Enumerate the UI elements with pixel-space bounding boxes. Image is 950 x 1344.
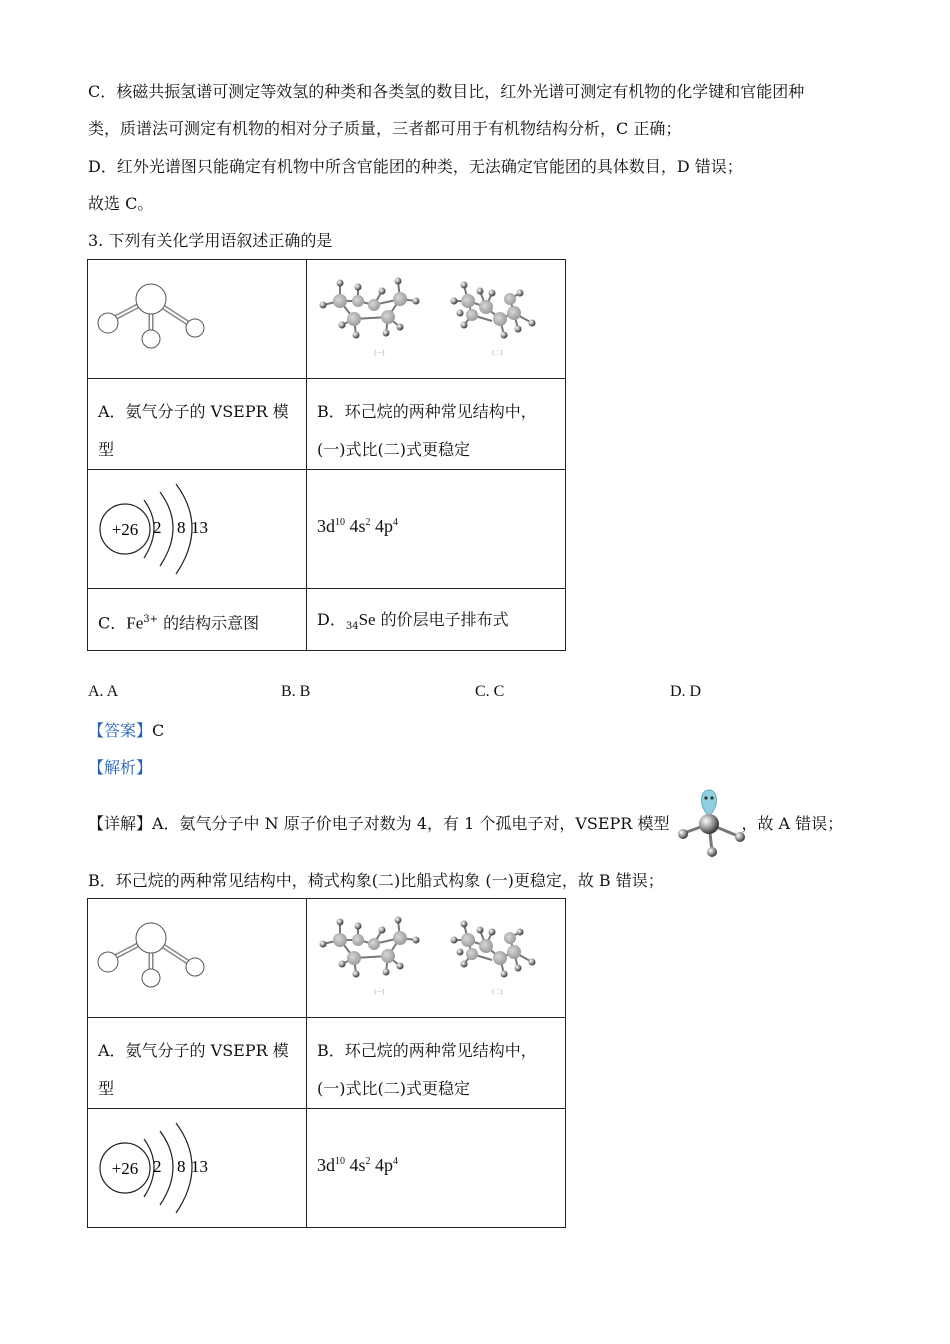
explain-b-line: B．环己烷的两种常见结构中，椅式构象(二)比船式构象 (一)更稳定，故 B 错误； [88,871,664,890]
fe-ion-structure-diagram [88,470,306,584]
cell-a-image [88,899,307,1018]
cyclohexane-structures [307,899,565,1013]
question-stem: 3. 下列有关化学用语叙述正确的是 [88,231,333,250]
a-caption-line2: 型 [98,1079,115,1098]
shell-2: 8 [177,518,186,537]
label-two: (二) [492,350,503,357]
b-caption-line1: B．环己烷的两种常见结构中， [317,402,537,421]
shell-3: 13 [191,1157,208,1176]
ammonia-vsepr-model [88,260,306,374]
cell-b-caption [307,1018,566,1109]
a-caption-line1: A．氨气分子的 VSEPR 模 [98,1041,289,1060]
ammonia-vsepr-model [88,899,306,1013]
option-a[interactable]: A. A [88,683,119,700]
paragraph-c-line2: 类，质谱法可测定有机物的相对分子质量，三者都可用于有机物结构分析，C 正确； [88,119,682,138]
shell-1: 2 [153,1157,162,1176]
option-c[interactable]: C. C [475,683,505,700]
se-configuration: $3d^{10}$ $4s^2$ $4p^4$ [317,516,399,536]
paragraph-c-line1: C．核磁共振氢谱可测定等效氢的种类和各类氢的数目比，红外光谱可测定有机物的化学键和官能团种 [88,82,805,101]
boat-conformation-model [320,278,420,339]
question-table [87,259,566,651]
explain-a-suffix: ，故 A 错误； [741,814,844,833]
boat-conformation-model [320,917,420,978]
label-two: (二) [492,989,503,996]
chair-conformation-model [451,921,536,978]
option-b[interactable]: B. B [281,683,311,700]
cell-b-caption [307,379,566,470]
cell-a-image [88,260,307,379]
paragraph-choose: 故选 C。 [88,194,154,213]
cell-b-image [307,260,566,379]
answer-label: 【答案】 [88,721,153,740]
question-table-repeat [87,898,566,1228]
fe-ion-structure-diagram [88,1109,306,1223]
label-one: (一) [374,350,385,357]
cell-d-image [307,470,566,589]
option-d[interactable]: D. D [670,683,702,700]
label-one: (一) [374,989,385,996]
shell-1: 2 [153,518,162,537]
nucleus-charge: +26 [111,520,139,539]
b-caption-line2: (一)式比(二)式更稳定 [317,1079,470,1098]
analysis-label: 【解析】 [88,758,153,777]
cell-d-caption: D．$_{34}$Se 的价层电子排布式 [307,589,566,651]
chair-conformation-model [451,282,536,339]
answer-line [88,721,164,741]
explain-a-prefix: 【详解】A．氨气分子中 N 原子价电子对数为 4，有 1 个孤电子对，VSEPR 模型 [88,814,670,833]
cell-c-image [88,1109,307,1228]
a-caption-line1: A．氨气分子的 VSEPR 模 [98,402,289,421]
nucleus-charge: +26 [111,1159,139,1178]
shell-2: 8 [177,1157,186,1176]
a-caption-line2: 型 [98,440,115,459]
cell-c-caption: C．$Fe^{3+}$ 的结构示意图 [88,589,307,651]
b-caption-line2: (一)式比(二)式更稳定 [317,440,470,459]
ammonia-lone-pair-model-icon [674,786,750,860]
shell-3: 13 [191,518,208,537]
se-configuration: $3d^{10}$ $4s^2$ $4p^4$ [317,1155,399,1175]
cell-d-image [307,1109,566,1228]
answer-value: C [152,721,165,740]
cell-c-image [88,470,307,589]
cell-a-caption [88,1018,307,1109]
cell-a-caption [88,379,307,470]
paragraph-d-line: D．红外光谱图只能确定有机物中所含官能团的种类，无法确定官能团的具体数目，D 错误； [88,157,743,176]
cell-b-image [307,899,566,1018]
b-caption-line1: B．环己烷的两种常见结构中， [317,1041,537,1060]
cyclohexane-structures [307,260,565,374]
